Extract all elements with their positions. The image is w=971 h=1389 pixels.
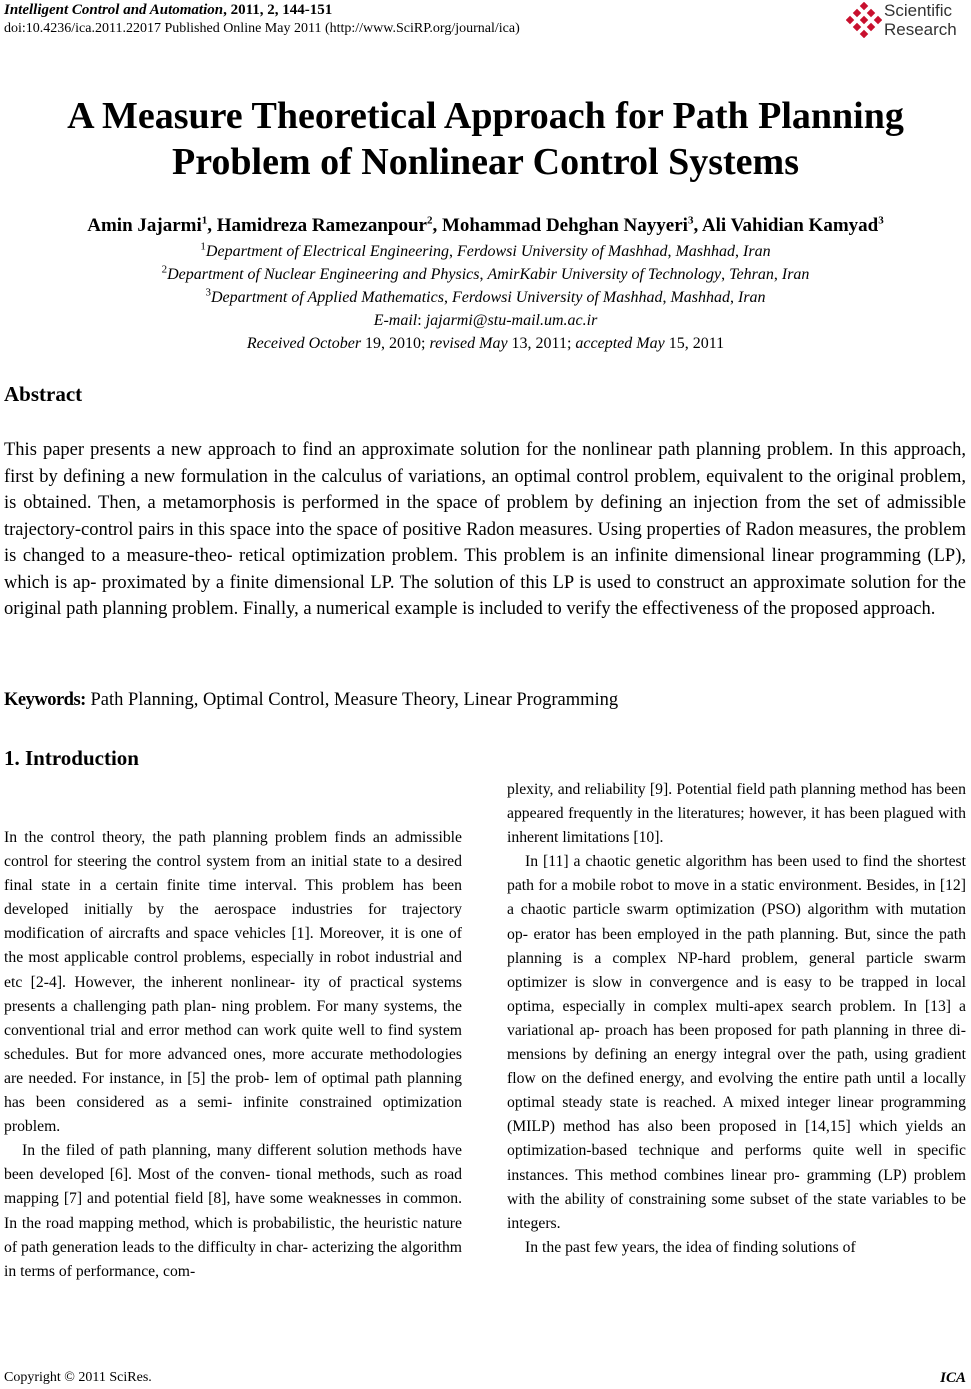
dates-line: Received October 19, 2010; revised May 13, 2011; accepted May 15, 2011: [246, 335, 725, 352]
abstract-heading: Abstract: [4, 382, 83, 406]
paragraph: plexity, and reliability [9]. Potential field path planning method has been appeared frequently in the literatures; however, it has been plagued with inherent limitations [10].: [507, 781, 966, 847]
paragraph: In the control theory, the path planning problem finds an admissible control for steering the control system from an initial state to a desired final state in a certain finite time interval. This problem has been developed initially by the aerospace industries for trajectory modification of aircrafts and space vehicles [1]. Moreover, it is one of the most applicable control problems, especially in robot industrial and etc [2-4]. However, the inherent nonlinear- ity of practical systems presents a challenging path plan- ning problem. For many systems, the conventional trial and error method can work quite well to find system schedules. But for more advanced ones, more accurate methodologies are needed. For instance, in [5] the prob- lem of optimal path planning has been considered as a semi- infinite constrained optimization problem.: [4, 829, 462, 1136]
paper-title: [0, 93, 971, 185]
paragraph: In [11] a chaotic genetic algorithm has been used to find the shortest path for a mobile robot to move in a static environment. Besides, in [12] a chaotic particle swarm optimization (PSO) algorithm with mutation op- erator has been employed in the path planning. But, since the path planning is a complex NP-hard problem, general particle swarm optimizer is slow in convergence and is easy to be trapped in local optima, especially in complex multi-apex search problem. In [13] a variational ap- proach has been proposed for path planning in three di- mensions by defining an energy integral over the path, using gradient flow on the defined energy, and evolving the entire path until a locally optimal steady state is reached. A mixed integer linear programming (MILP) method has also been proposed in [14,15] which yields an optimization-based technique and performs quite well in specific instances. This method combines linear pro- gramming (LP) problem with the ability of constraining some subset of the state variables to be integers.: [507, 853, 966, 1232]
author-list: Amin Jajarmi$^1$, Hamidreza Ramezanpour$^2$, Mohammad Dehghan Nayyeri$^3$, Ali Vahidian Kamyad$^3$: [87, 214, 884, 236]
left-column: [4, 826, 462, 1284]
author-affiliation-mark: 3: [878, 214, 884, 227]
paragraph: In the filed of path planning, many different solution methods have been developed [6]. Most of the conven- tional methods, such as road mapping [7] and potential field [8], have some weaknesses in common. In the road mapping method, which is probabilistic, the heuristic nature of path generation leads to the difficulty in char- acterizing the algorithm in terms of performance, com-: [4, 1142, 462, 1280]
footer-copyright: Copyright © 2011 SciRes.: [4, 1370, 152, 1385]
author-name: Hamidreza Ramezanpour: [216, 215, 427, 236]
section-heading: [4, 746, 139, 771]
email-address[interactable]: jajarmi@stu-mail.um.ac.ir: [425, 312, 598, 329]
journal-name: Intelligent Control and Automation: [4, 2, 224, 18]
affiliation-3: $^3$Department of Applied Mathematics, Ferdowsi University of Mashhad, Mashhad, Iran: [205, 286, 766, 306]
footer-journal-abbr: ICA: [940, 1370, 966, 1386]
author-affiliation-mark: 1: [201, 214, 208, 227]
journal-volume: , 2011, 2, 144-151: [223, 2, 333, 18]
title-line-2: Problem of Nonlinear Control Systems: [172, 141, 799, 183]
author-name: Amin Jajarmi: [87, 215, 202, 236]
title-line-1: A Measure Theoretical Approach for Path Planning: [67, 95, 904, 137]
journal-header: [4, 2, 332, 19]
keywords: [4, 690, 618, 711]
keywords-text: Path Planning, Optimal Control, Measure Theory, Linear Programming: [90, 690, 619, 710]
logo-line-1: Scientific: [884, 1, 953, 20]
paragraph: In the past few years, the idea of finding solutions of: [525, 1238, 856, 1256]
section-number: 1.: [4, 746, 20, 770]
scirp-diamond-logo-icon: [846, 2, 882, 38]
doi-line: doi:10.4236/ica.2011.22017 Published Online May 2011 (http://www.SciRP.org/journal/ica): [4, 21, 520, 36]
section-title: Introduction: [25, 746, 139, 770]
abstract-text: This paper presents a new approach to find an approximate solution for the nonlinear path planning problem. In this approach, first by defining a new formulation in the calculus of variations, an optimal control problem, equivalent to the original problem, is obtained. Then, a metamorphosis is performed in the space of problem by defining an injection from the set of admissible trajectory-control pairs in this space into the space of positive Radon measures. Using properties of Radon measures, the problem is changed to a measure-theo- retical optimization problem. This problem is an infinite dimensional linear programming (LP), which is ap- proximated by a finite dimensional LP. The solution of this LP is used to construct an approximate solution for the original path planning problem. Finally, a numerical example is included to verify the effectiveness of the proposed approach.: [4, 440, 966, 619]
author-name: Ali Vahidian Kamyad: [701, 215, 879, 236]
keywords-label: Keywords:: [4, 690, 86, 710]
publisher-logo: [846, 0, 966, 42]
email-line: E-mail: jajarmi@stu-mail.um.ac.ir: [373, 312, 598, 329]
logo-line-2: Research: [884, 20, 957, 39]
affiliation-2: $^2$Department of Nuclear Engineering and Physics, AmirKabir University of Technology, Tehran, Iran: [161, 263, 810, 283]
author-affiliation-mark: 2: [426, 214, 433, 227]
author-affiliation-mark: 3: [687, 214, 694, 227]
author-name: Mohammad Dehghan Nayyeri: [441, 215, 688, 236]
affiliation-1: $^1$Department of Electrical Engineering, Ferdowsi University of Mashhad, Mashhad, Iran: [200, 240, 771, 260]
email-label: E-mail: [373, 312, 418, 329]
right-column: [507, 778, 966, 1260]
